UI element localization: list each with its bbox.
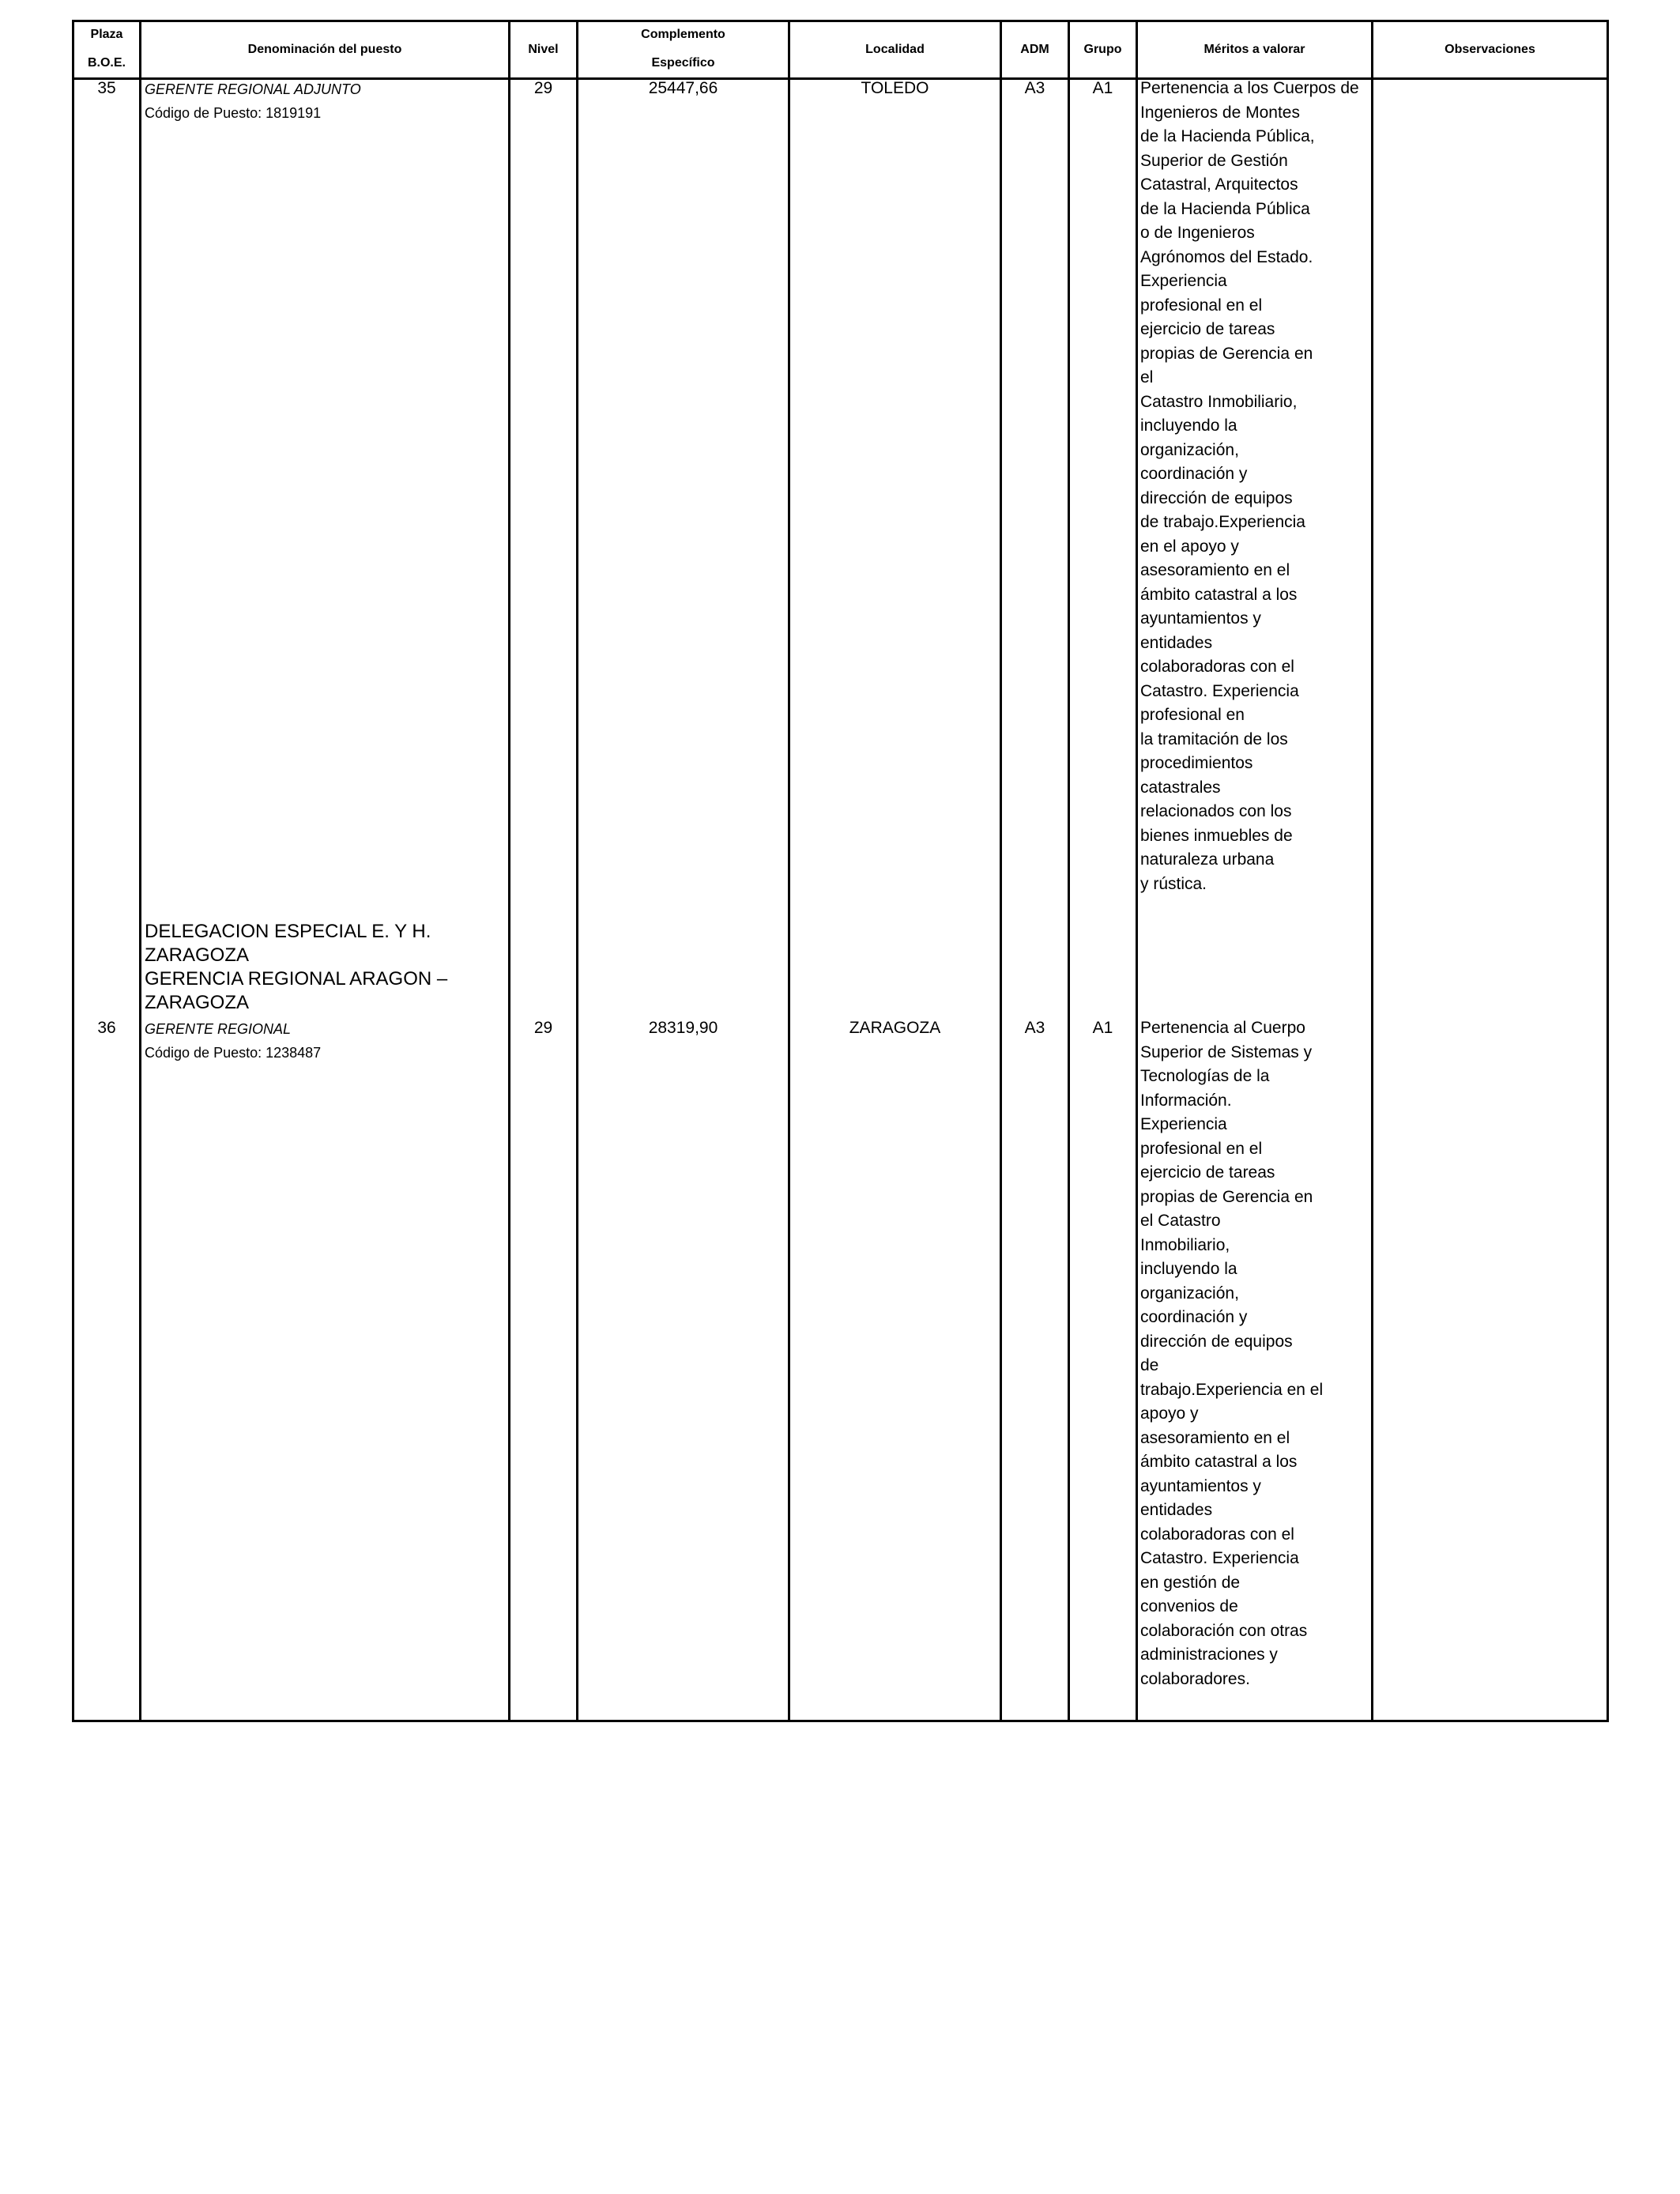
header-plaza-line1: Plaza xyxy=(90,28,123,41)
column-divider xyxy=(1068,20,1070,1722)
grupo-value: A1 xyxy=(1092,1019,1113,1037)
header-meritos: Méritos a valorar xyxy=(1203,43,1305,56)
location-heading-line: ZARAGOZA xyxy=(145,944,250,966)
complemento-value: 25447,66 xyxy=(648,79,718,97)
header-complemento-line1: Complemento xyxy=(641,28,725,41)
header-plaza-line2: B.O.E. xyxy=(87,56,126,70)
location-heading-line: ZARAGOZA xyxy=(145,992,250,1013)
complemento-value: 28319,90 xyxy=(648,1019,718,1037)
header-nivel: Nivel xyxy=(528,43,559,56)
location-heading-line: GERENCIA REGIONAL ARAGON – xyxy=(145,968,448,990)
header-complemento xyxy=(578,28,788,70)
plaza-number: 35 xyxy=(97,79,116,97)
plaza-number: 36 xyxy=(97,1019,116,1037)
header-plaza xyxy=(74,28,139,70)
location-heading-line: DELEGACION ESPECIAL E. Y H. xyxy=(145,921,431,942)
header-complemento-line2: Específico xyxy=(651,56,715,70)
position-title: GERENTE REGIONAL ADJUNTO xyxy=(145,81,361,97)
grupo-value: A1 xyxy=(1092,79,1113,97)
column-divider xyxy=(1371,20,1373,1722)
column-divider xyxy=(508,20,510,1722)
header-denominacion: Denominación del puesto xyxy=(247,43,402,56)
adm-value: A3 xyxy=(1024,1019,1045,1037)
adm-value: A3 xyxy=(1024,79,1045,97)
column-divider xyxy=(139,20,141,1722)
nivel-value: 29 xyxy=(533,79,553,97)
nivel-value: 29 xyxy=(533,1019,553,1037)
header-adm: ADM xyxy=(1020,43,1049,56)
position-code: Código de Puesto: 1819191 xyxy=(145,105,322,121)
header-grupo: Grupo xyxy=(1083,43,1122,56)
localidad-value: ZARAGOZA xyxy=(849,1019,941,1037)
column-divider xyxy=(1000,20,1002,1722)
position-title: GERENTE REGIONAL xyxy=(145,1021,292,1037)
column-divider xyxy=(1136,20,1138,1722)
column-divider xyxy=(576,20,578,1722)
header-observaciones: Observaciones xyxy=(1445,43,1535,56)
header-localidad: Localidad xyxy=(865,43,925,56)
meritos-text: Pertenencia al Cuerpo Superior de Sistemas y Tecnologías de la Información. Experiencia profesional en el ejercicio de tareas propias de Gerencia en el Catastro Inmobiliario, incluyendo la organización, coordinación y dirección de equipos de trabajo.Experiencia en el apoyo y asesoramiento en el ámbito catastral a los ayuntamientos y entidades colaboradoras con el Catastro. Experiencia en gestión de convenios de colaboración con otras administraciones y colaboradores. xyxy=(1140,1019,1324,1688)
column-divider xyxy=(788,20,790,1722)
meritos-text: Pertenencia a los Cuerpos de Ingenieros de Montes de la Hacienda Pública, Superior de Gestión Catastral, Arquitectos de la Hacienda Pública o de Ingenieros Agrónomos del Estado. Experiencia profesional en el ejercicio de tareas propias de Gerencia en el Catastro Inmobiliario, incluyendo la organización, coordinación y dirección de equipos de trabajo.Experiencia en el apoyo y asesoramiento en el ámbito catastral a los ayuntamientos y entidades colaboradoras con el Catastro. Experiencia profesional en la tramitación de los procedimientos catastrales relacionados con los bienes inmuebles de naturaleza urbana y rústica. xyxy=(1140,79,1359,893)
table-border xyxy=(72,20,1609,1722)
position-code: Código de Puesto: 1238487 xyxy=(145,1045,322,1061)
localidad-value: TOLEDO xyxy=(861,79,929,97)
